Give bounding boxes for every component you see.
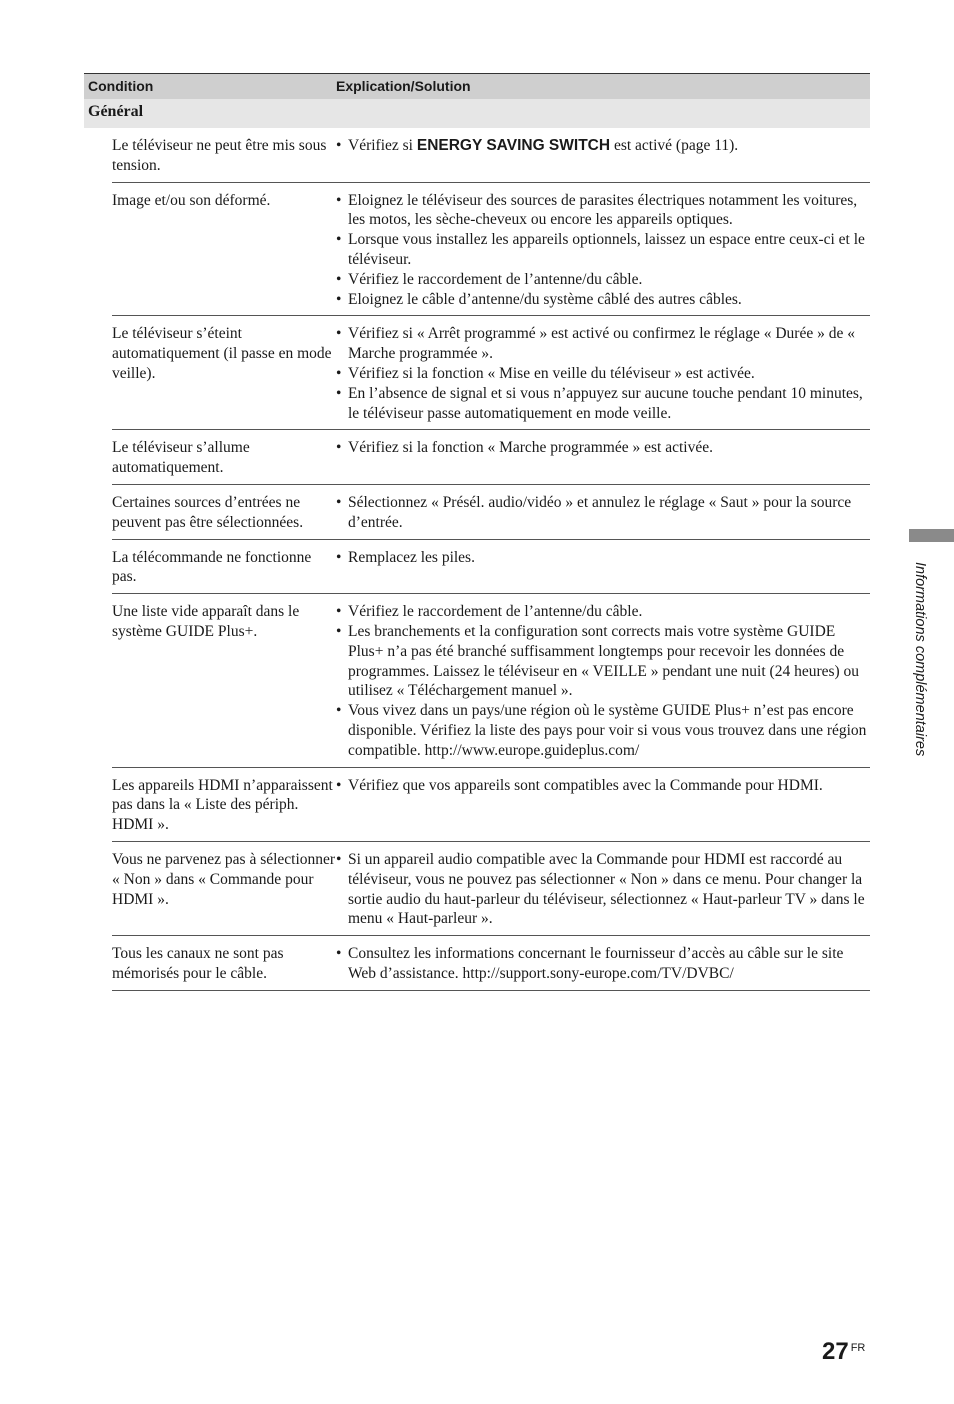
troubleshooting-table <box>84 73 870 991</box>
condition-cell: Les appareils HDMI n’apparaissent pas dans la « Liste des périph. HDMI ». <box>112 776 333 834</box>
solution-bullet: • Eloignez le téléviseur des sources de parasites électriques notamment les voitures, les motos, les sèche-cheveux ou encore les appareils optiques. <box>336 191 870 231</box>
table-body <box>84 128 870 991</box>
condition-cell: Certaines sources d’entrées ne peuvent pas être sélectionnées. <box>112 493 304 531</box>
solution-bullet: • Vérifiez si la fonction « Marche programmée » est activée. <box>336 438 870 458</box>
page-number <box>822 1338 865 1366</box>
section-tab-marker <box>909 529 954 542</box>
solution-bullet: • Vérifiez que vos appareils sont compatibles avec la Commande pour HDMI. <box>336 776 870 796</box>
solution-bullet: • Vérifiez le raccordement de l’antenne/du câble. <box>336 602 870 622</box>
section-title: Général <box>88 103 144 120</box>
table-row <box>112 842 870 936</box>
solution-bullet: • Vous vivez dans un pays/une région où le système GUIDE Plus+ n’est pas encore disponible. Vérifiez la liste des pays pour voir si vous vous trouvez dans une région compatible. http://www.europe.guideplus.com/ <box>336 701 870 760</box>
solution-bullet: • Vérifiez le raccordement de l’antenne/du câble. <box>336 270 870 290</box>
solution-bullet: • Lorsque vous installez les appareils optionnels, laissez un espace entre ceux-ci et le téléviseur. <box>336 230 870 270</box>
solution-cell <box>336 944 870 984</box>
condition-cell: Le téléviseur ne peut être mis sous tension. <box>112 137 327 174</box>
condition-cell: Tous les canaux ne sont pas mémorisés pour le câble. <box>112 945 284 982</box>
table-row <box>112 430 870 485</box>
table-row <box>112 183 870 317</box>
page-language: FR <box>850 1342 866 1354</box>
table-row <box>112 540 870 595</box>
side-label-text: Informations complémentaires <box>912 562 928 757</box>
table-row <box>112 485 870 540</box>
solution-bullet: • Consultez les informations concernant le fournisseur d’accès au câble sur le site Web d’assistance. http://support.sony-europe.com/TV/DVBC/ <box>336 944 870 984</box>
solution-bullet: • En l’absence de signal et si vous n’appuyez sur aucune touche pendant 10 minutes, le téléviseur passe automatiquement en mode veille. <box>336 384 870 424</box>
condition-cell: La télécommande ne fonctionne pas. <box>112 548 312 586</box>
page-number-value: 27 <box>822 1338 849 1365</box>
solution-cell <box>336 850 870 929</box>
side-label <box>904 562 944 822</box>
solution-bullet: • Remplacez les piles. <box>336 548 870 568</box>
solution-cell <box>336 493 870 533</box>
table-row <box>112 768 870 842</box>
solution-cell <box>336 602 870 760</box>
solution-bullet: • Si un appareil audio compatible avec la Commande pour HDMI est raccordé au téléviseur, vous ne pouvez pas sélectionner « Non » dans ce menu. Pour changer la sortie audio du haut-parleur du téléviseur, sélectionnez « Haut-parleur TV » dans le menu « Haut-parleur ». <box>336 850 870 929</box>
solution-cell <box>336 438 870 478</box>
table-row <box>112 128 870 183</box>
header-condition: Condition <box>88 78 154 94</box>
table-row <box>112 316 870 430</box>
table-header <box>84 73 870 99</box>
condition-cell: Le téléviseur s’allume automatiquement. <box>112 439 250 477</box>
solution-bullet: • Vérifiez si la fonction « Mise en veille du téléviseur » est activée. <box>336 364 870 384</box>
condition-cell: Le téléviseur s’éteint automatiquement (il passe en mode veille). <box>112 325 332 382</box>
condition-cell: Image et/ou son déformé. <box>112 191 271 209</box>
solution-cell <box>336 191 870 310</box>
solution-bullet: • Sélectionnez « Présél. audio/vidéo » et annulez le réglage « Saut » pour la source d’entrée. <box>336 493 870 533</box>
section-heading <box>84 99 870 128</box>
table-row <box>112 594 870 767</box>
condition-cell: Vous ne parvenez pas à sélectionner « Non » dans « Commande pour HDMI ». <box>112 850 336 908</box>
solution-bullet: • Les branchements et la configuration sont corrects mais votre système GUIDE Plus+ n’a pas été branché suffisamment longtemps pour recevoir les données de programmes. Laissez le téléviseur en « VEILLE » pendant une nuit (24 heures) ou utilisez « Téléchargement manuel ». <box>336 622 870 701</box>
solution-cell <box>336 136 870 176</box>
table-row <box>112 936 870 991</box>
solution-cell <box>336 776 870 835</box>
solution-bullet: • Vérifiez si ENERGY SAVING SWITCH est activé (page 11). <box>336 136 870 156</box>
solution-cell <box>336 548 870 588</box>
setting-name: ENERGY SAVING SWITCH <box>416 137 611 154</box>
solution-cell <box>336 324 870 423</box>
solution-bullet: • Eloignez le câble d’antenne/du système câblé des autres câbles. <box>336 290 870 310</box>
header-solution: Explication/Solution <box>336 78 471 94</box>
condition-cell: Une liste vide apparaît dans le système GUIDE Plus+. <box>112 603 300 640</box>
solution-bullet: • Vérifiez si « Arrêt programmé » est activé ou confirmez le réglage « Durée » de « Marche programmée ». <box>336 324 870 364</box>
